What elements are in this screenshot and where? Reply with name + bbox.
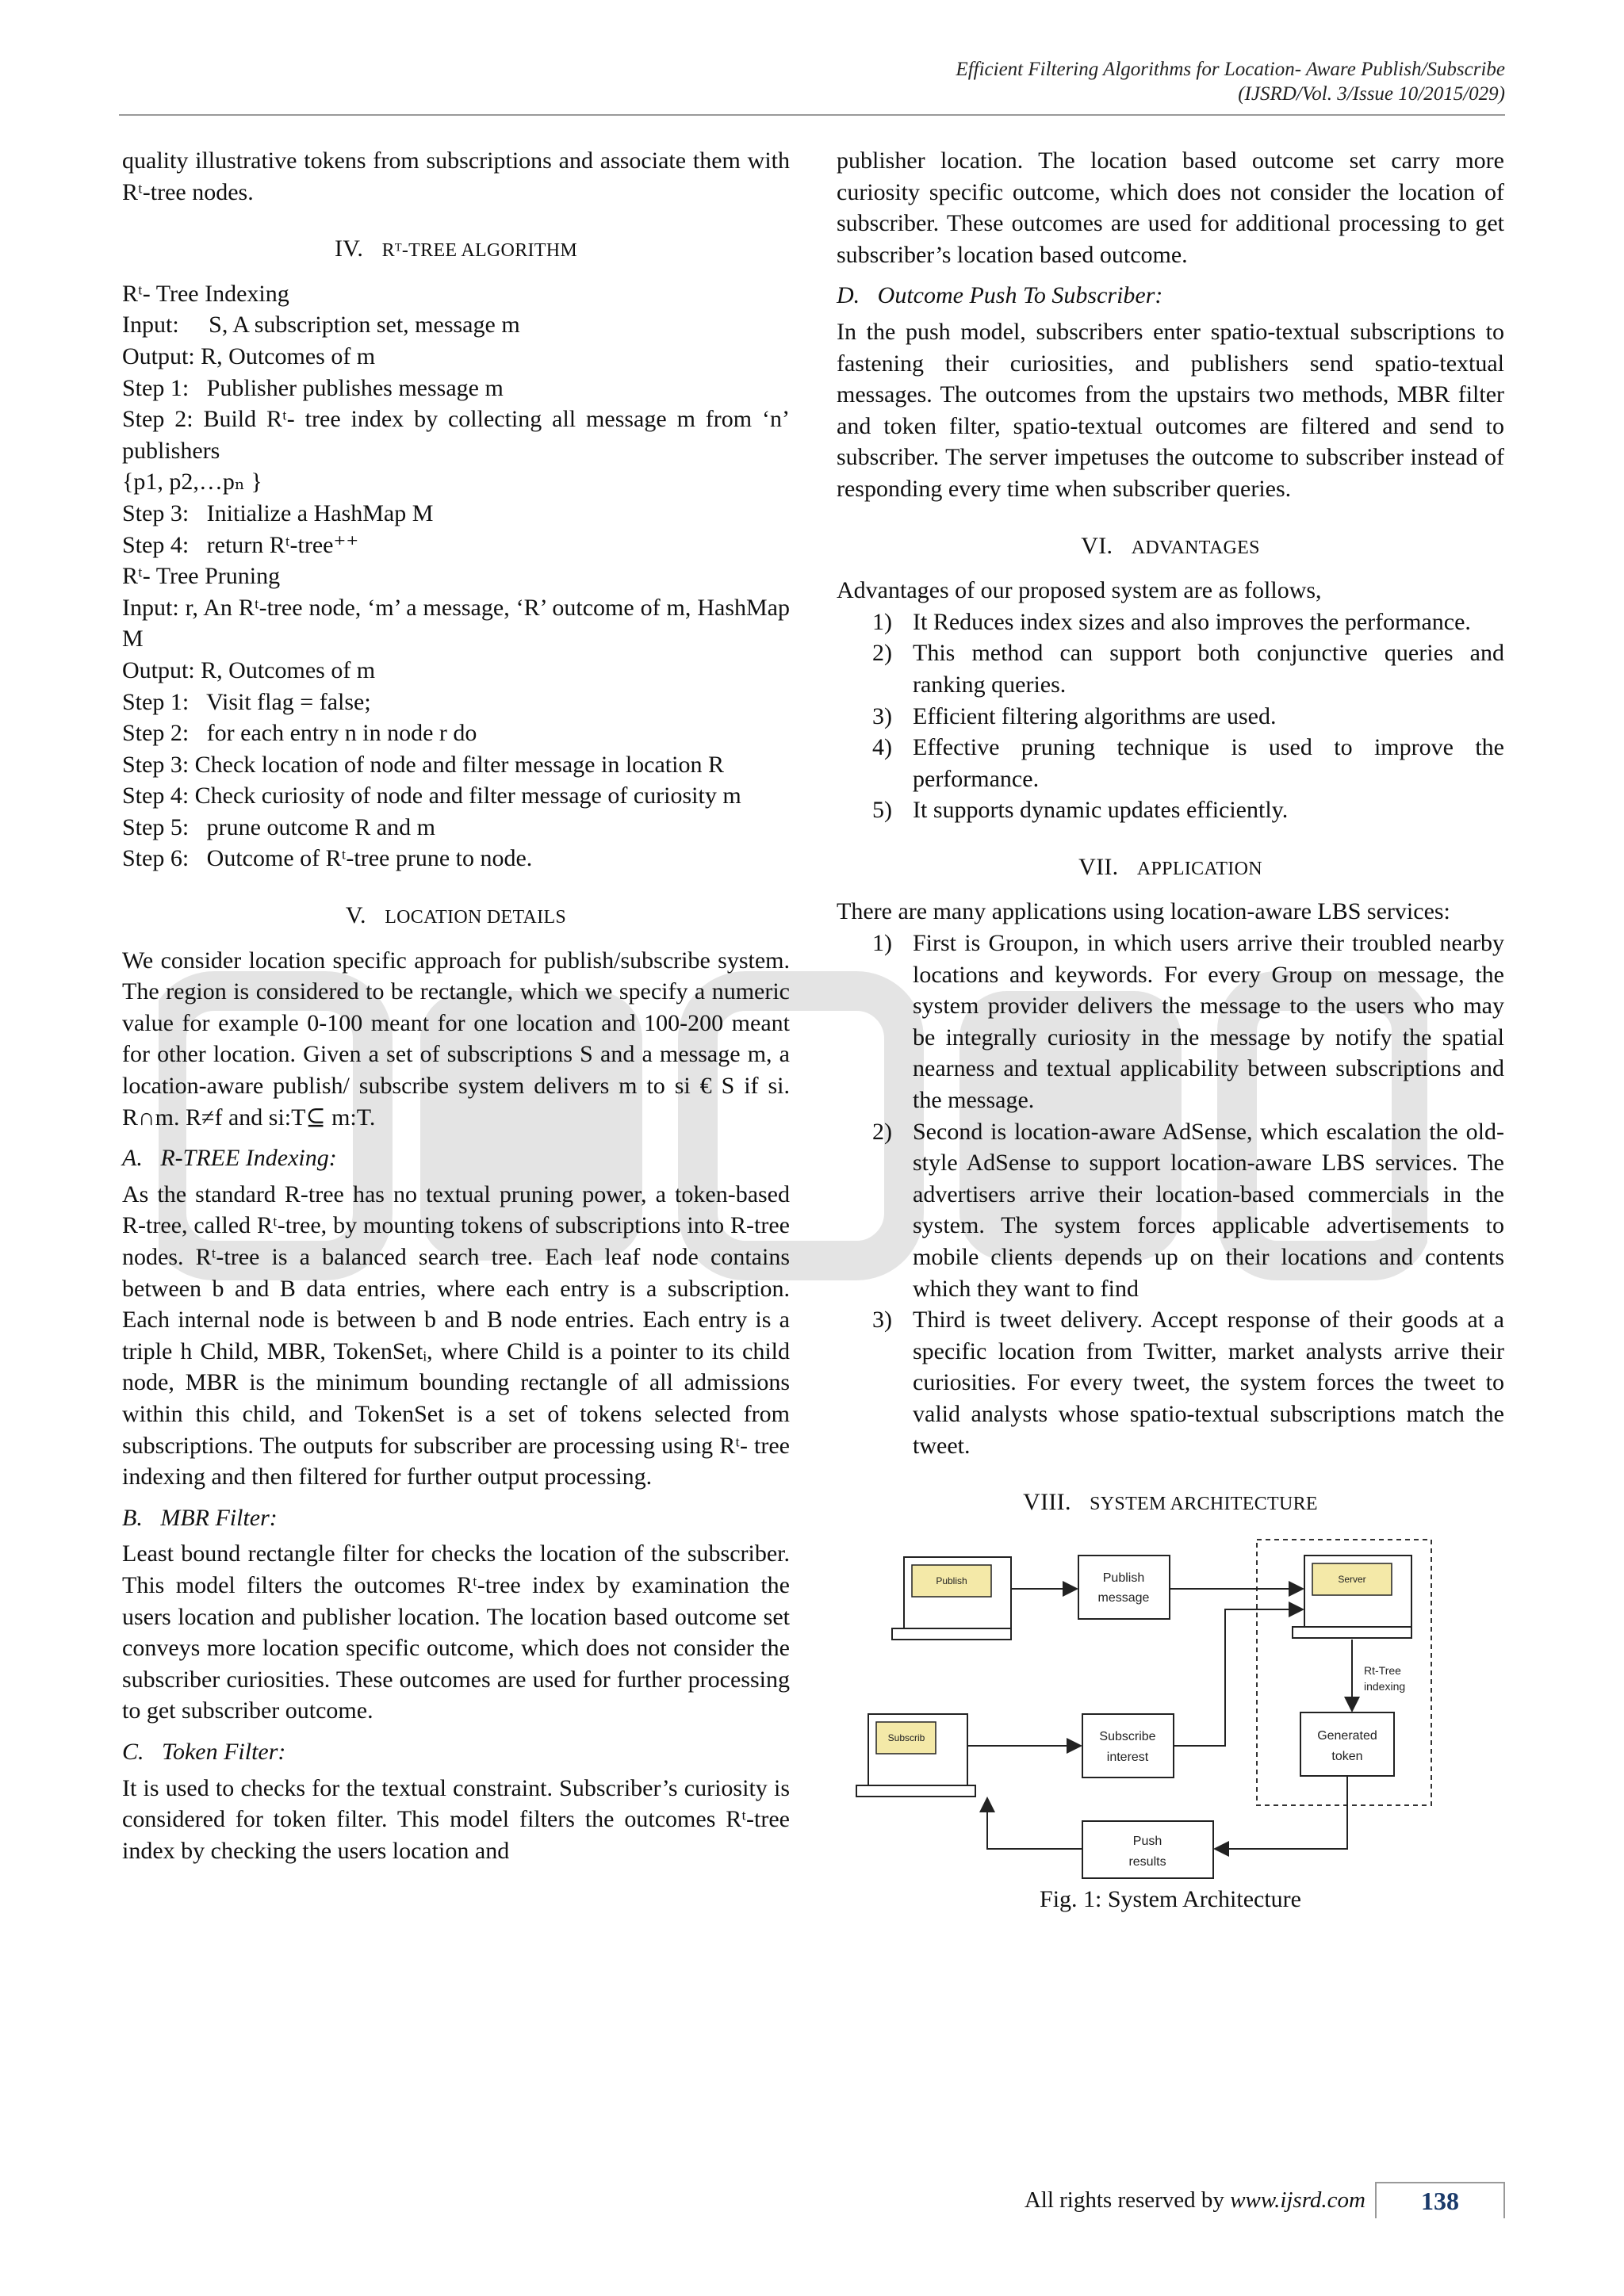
subsection-heading-a (122, 1142, 790, 1174)
algo-line: Step 5: prune outcome R and m (122, 813, 435, 840)
subscribe-interest-line1: Subscribe (1099, 1729, 1156, 1743)
publish-message-line2: message (1097, 1590, 1150, 1605)
push-results-line1: Push (1132, 1834, 1162, 1848)
list-item (837, 701, 1504, 733)
subsection-label: D. (837, 282, 860, 309)
list-item (837, 794, 1504, 826)
generated-token-line1: Generated (1317, 1728, 1377, 1743)
subscriber-label: Subscrib (887, 1732, 925, 1743)
section-heading-6 (837, 530, 1504, 564)
subsection-heading-c (122, 1736, 790, 1768)
list-item (837, 1304, 1504, 1461)
generated-token-line2: token (1331, 1749, 1363, 1763)
subsection-label: A. (122, 1145, 143, 1172)
section-title: LOCATION DETAILS (385, 907, 567, 928)
list-number: 2) (872, 1118, 892, 1145)
right-column (837, 145, 1504, 1915)
subsection-heading-b (122, 1502, 790, 1534)
section-heading-5 (122, 900, 790, 934)
list-number: 3) (872, 1307, 892, 1334)
server-computer-icon (1293, 1556, 1411, 1638)
algo-line: Step 1: Publisher publishes message m (122, 374, 504, 401)
subscribe-interest-line2: interest (1106, 1750, 1149, 1764)
header-rule (119, 114, 1505, 116)
section-number: VIII. (1023, 1489, 1071, 1516)
algo-line: Input: S, A subscription set, message m (122, 312, 520, 339)
list-item (837, 607, 1504, 638)
header-journal: (IJSRD/Vol. 3/Issue 10/2015/029) (1238, 83, 1505, 105)
publish-message-box (1078, 1556, 1170, 1619)
server-label: Server (1338, 1573, 1366, 1585)
algo-line: Step 2: for each entry n in node r do (122, 720, 477, 747)
subsection-heading-d (837, 280, 1504, 312)
section-title: ADVANTAGES (1131, 537, 1260, 558)
section-number: V. (345, 902, 366, 929)
left-column (122, 145, 790, 1866)
algo-line: Step 4: Check curiosity of node and filter message of curiosity m (122, 783, 741, 809)
arrow-generated-token-to-push-results (1215, 1776, 1347, 1849)
page-footer (1025, 2180, 1505, 2220)
section-heading-4 (122, 233, 790, 267)
section-number: VI. (1081, 532, 1113, 559)
algo-line: {p1, p2,…pₙ } (122, 469, 262, 496)
rtree-indexing-line2: indexing (1364, 1679, 1406, 1693)
push-results-line2: results (1128, 1854, 1166, 1869)
subsection-label: C. (122, 1738, 144, 1765)
subsection-title: R-TREE Indexing: (160, 1145, 337, 1172)
section-number: VII. (1078, 853, 1119, 880)
intro-paragraph: quality illustrative tokens from subscriptions and associate them with Rᵗ-tree nodes. (122, 147, 790, 205)
section-title: APPLICATION (1136, 858, 1262, 879)
list-item (837, 732, 1504, 794)
publisher-computer-icon (892, 1557, 1011, 1640)
algo-line: Step 3: Initialize a HashMap M (122, 499, 434, 526)
figure-caption: Fig. 1: System Architecture (1040, 1885, 1301, 1912)
subscribe-interest-box (1082, 1714, 1174, 1777)
header-title: Efficient Filtering Algorithms for Location- Aware Publish/Subscribe (956, 59, 1505, 80)
publish-message-line1: Publish (1102, 1571, 1145, 1585)
location-details-paragraph: We consider location specific approach for publish/subscribe system. The region is considered to be rectangle, which we specify a numeric value for example 0-100 meant for one location and 100-200 meant for other location. Given a set of subscriptions S and a message m, a location-aware publish/ subscribe system delivers m to si € S if si. R∩m. R≠f and si:T⊆ m:T. (122, 947, 790, 1131)
rtree-indexing-paragraph: As the standard R-tree has no textual pruning power, a token-based R-tree, called Rᵗ-tree, by mounting tokens of subscriptions into R-tree nodes. Rᵗ-tree is a balanced search tree. Each leaf node contains between b and B data entries, where each entry is a subscription. Each internal node is between b and B node entries. Each entry is a triple h Child, MBR, TokenSetᵢ, where Child is a pointer to its child node, MBR is the minimum bounding rectangle of all admissions within this child, and TokenSet is a set of tokens selected from subscriptions. The outputs for subscriber are processing using Rᵗ- tree indexing and then filtered for further output processing. (122, 1181, 790, 1490)
architecture-diagram (837, 1532, 1504, 1881)
system-architecture-figure (837, 1532, 1504, 1881)
algo-line: Step 3: Check location of node and filter message in location R (122, 751, 724, 778)
algorithm-block (122, 278, 790, 874)
section-heading-7 (837, 851, 1504, 886)
algo-line: Step 4: return Rᵗ-tree⁺⁺ (122, 531, 359, 558)
arrow-subscribe-interest-to-server (1174, 1609, 1303, 1746)
algo-line: Step 6: Outcome of Rᵗ-tree prune to node. (122, 845, 533, 872)
algo-line: Step 2: Build Rᵗ- tree index by collecting all message m from ‘n’ publishers (122, 406, 790, 464)
subsection-title: Outcome Push To Subscriber: (877, 282, 1163, 309)
footer-rights (1025, 2187, 1375, 2214)
publisher-label: Publish (936, 1575, 967, 1586)
algo-line: Output: R, Outcomes of m (122, 656, 376, 683)
footer-rights-prefix: All rights reserved by (1024, 2187, 1231, 2213)
section-heading-8 (837, 1487, 1504, 1521)
section-title: Rᵀ-TREE ALGORITHM (381, 240, 578, 262)
list-number: 3) (872, 702, 892, 729)
section-title: SYSTEM ARCHITECTURE (1090, 1494, 1318, 1515)
token-filter-continued: publisher location. The location based outcome set carry more curiosity specific outcome, which does not consider the location of subscriber. These outcomes are used for additional processing to get subscriber’s location based outcome. (837, 147, 1504, 268)
generated-token-box (1300, 1712, 1394, 1776)
list-number: 4) (872, 734, 892, 761)
list-text: This method can support both conjunctive queries and ranking queries. (913, 640, 1504, 698)
subsection-title: MBR Filter: (160, 1504, 278, 1531)
applications-list (837, 928, 1504, 1461)
page-number: 138 (1375, 2182, 1505, 2218)
list-text: Third is tweet delivery. Accept response of their goods at a specific location from Twitter, market analysts arrive their curiosities. For every tweet, the system forces the tweet to valid analysts whose spatio-textual subscriptions match the tweet. (913, 1307, 1504, 1459)
algo-line: Rᵗ- Tree Indexing (122, 280, 289, 307)
push-paragraph: In the push model, subscribers enter spatio-textual subscriptions to fastening their curiosities, and publishers send spatio-textual messages. The outcomes from the upstairs two methods, MBR filter and token filter, spatio-textual outcomes are filtered and send to subscriber. The server impetuses the outcome to subscriber instead of responding every time when subscriber queries. (837, 318, 1504, 502)
list-text: First is Groupon, in which users arrive their troubled nearby locations and keywords. For every Group on message, the system provider delivers the message to the users who may be integrally curiosity in the message by notify the spatial nearness and textual applicability between subscriptions and the message. (913, 930, 1504, 1114)
list-text: Second is location-aware AdSense, which escalation the old-style AdSense to support location-aware LBS services. The advertisers arrive their location-based commercials in the system. The system forces applicable advertisements to mobile clients depends up on their locations and contents which they want to find (913, 1118, 1504, 1302)
algo-line: Rᵗ- Tree Pruning (122, 563, 281, 590)
subscriber-computer-icon (856, 1714, 975, 1797)
application-intro: There are many applications using location-aware LBS services: (837, 898, 1450, 925)
subsection-label: B. (122, 1504, 143, 1531)
running-header (553, 57, 1505, 106)
section-number: IV. (334, 235, 364, 262)
list-number: 5) (872, 797, 892, 824)
list-item (837, 928, 1504, 1116)
push-results-box (1082, 1821, 1213, 1878)
mbr-filter-paragraph: Least bound rectangle filter for checks the location of the subscriber. This model filters the outcomes Rᵗ-tree index by examination the users location and publisher location. The location based outcome set conveys more location specific outcome, which does not consider the subscriber curiosities. These outcomes are used for further processing to get subscriber outcome. (122, 1540, 790, 1724)
list-item (837, 1116, 1504, 1305)
list-text: It Reduces index sizes and also improves the performance. (913, 608, 1471, 635)
rtree-indexing-line1: Rt-Tree (1364, 1663, 1401, 1677)
algo-line: Output: R, Outcomes of m (122, 342, 376, 369)
list-text: Efficient filtering algorithms are used. (913, 702, 1277, 729)
list-number: 2) (872, 640, 892, 667)
advantages-intro: Advantages of our proposed system are as follows, (837, 577, 1322, 604)
list-number: 1) (872, 608, 892, 635)
token-filter-paragraph: It is used to checks for the textual constraint. Subscriber’s curiosity is considered for token filter. This model filters the outcomes Rᵗ-tree index by checking the users location and (122, 1774, 790, 1864)
list-text: Effective pruning technique is used to improve the performance. (913, 734, 1504, 792)
list-number: 1) (872, 930, 892, 957)
list-item (837, 637, 1504, 700)
footer-site-link[interactable]: www.ijsrd.com (1230, 2187, 1365, 2213)
arrow-push-results-to-subscriber (987, 1798, 1082, 1849)
list-text: It supports dynamic updates efficiently. (913, 797, 1289, 824)
algo-line: Input: r, An Rᵗ-tree node, ‘m’ a message, ‘R’ outcome of m, HashMap M (122, 594, 790, 652)
subsection-title: Token Filter: (162, 1738, 286, 1765)
algo-line: Step 1: Visit flag = false; (122, 688, 371, 715)
advantages-list (837, 607, 1504, 826)
